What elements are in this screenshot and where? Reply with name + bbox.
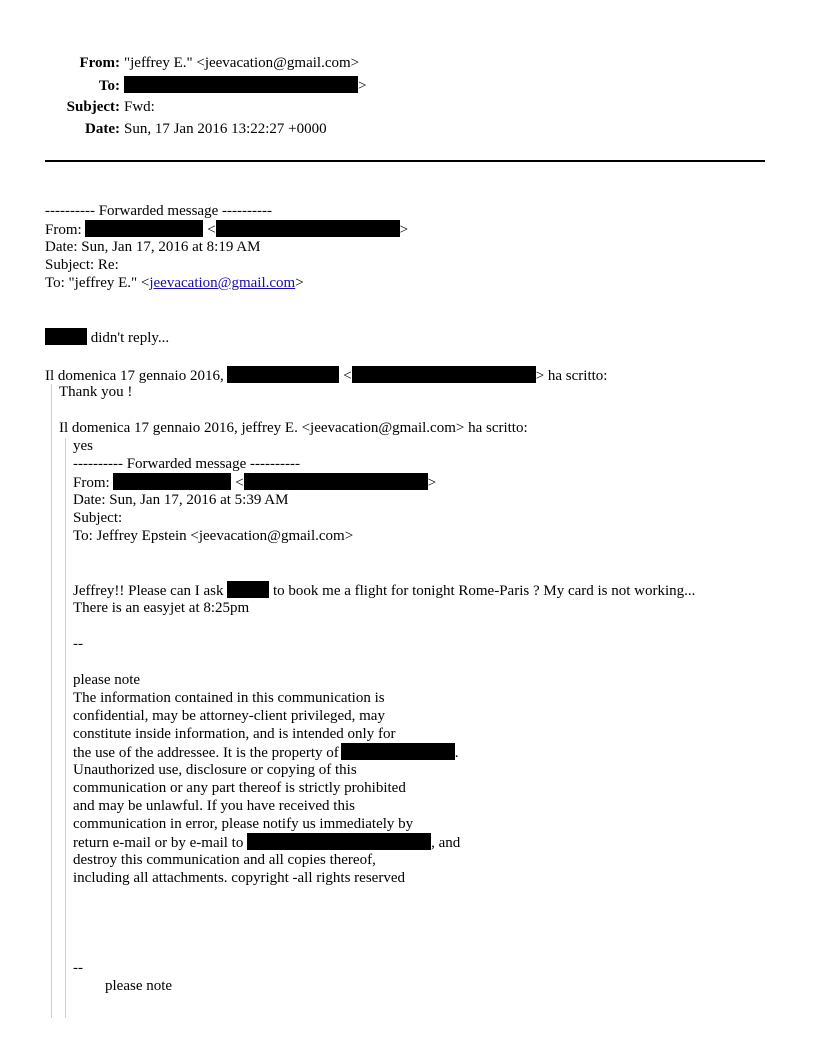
forward1-divider: ---------- Forwarded message ---------- xyxy=(45,203,272,219)
header-subject-label: Subject: xyxy=(66,99,120,115)
yes-line: yes xyxy=(73,438,93,454)
redacted-forward2-email xyxy=(244,473,428,490)
quote1-lt: < xyxy=(343,368,352,384)
disclaimer-line-9-prefix: return e-mail or by e-mail to xyxy=(73,835,244,851)
disclaimer-line-5: Unauthorized use, disclosure or copying of this xyxy=(73,762,357,778)
forward2-gt: > xyxy=(427,475,437,491)
forward1-from-row xyxy=(45,220,408,239)
redacted-message-name xyxy=(227,581,269,598)
header-to-suffix: > xyxy=(358,78,367,94)
redacted-forward2-name xyxy=(113,473,231,490)
thank-you-line: Thank you ! xyxy=(59,384,133,400)
quote-bar-outer xyxy=(51,384,52,1018)
forward2-divider: ---------- Forwarded message ---------- xyxy=(73,456,300,472)
forward1-from-label: From: xyxy=(45,222,82,238)
message-line-2: There is an easyjet at 8:25pm xyxy=(73,600,250,616)
disclaimer-line-8: communication in error, please notify us immediately by xyxy=(73,816,414,832)
forward2-from-row xyxy=(73,473,436,492)
redacted-sender-email xyxy=(216,220,400,237)
forward2-date: Date: Sun, Jan 17, 2016 at 5:39 AM xyxy=(73,492,289,508)
forward1-gt: > xyxy=(399,222,409,238)
forward2-from-label: From: xyxy=(73,475,110,491)
disclaimer-line-4-prefix: the use of the addressee. It is the property of xyxy=(73,745,339,761)
disclaimer-line-4 xyxy=(73,743,459,762)
didnt-reply-line xyxy=(45,328,169,347)
header-from-label: From: xyxy=(79,55,120,71)
redacted-contact-email xyxy=(247,833,431,850)
footer-please-note: please note xyxy=(105,978,173,994)
message-line-1-suffix: to book me a flight for tonight Rome-Paris ? My card is not working... xyxy=(272,583,696,599)
forward1-subject: Subject: Re: xyxy=(45,257,119,273)
disclaimer-line-9-suffix: , and xyxy=(431,835,461,851)
header-divider xyxy=(45,160,765,162)
redacted-sender-name xyxy=(85,220,203,237)
forward2-to: To: Jeffrey Epstein <jeevacation@gmail.com> xyxy=(73,528,354,544)
forward1-to-prefix: To: "jeffrey E." < xyxy=(45,275,150,291)
message-line-1-prefix: Jeffrey!! Please can I ask xyxy=(73,583,224,599)
header-date-row xyxy=(0,120,400,138)
disclaimer-line-6: communication or any part thereof is strictly prohibited xyxy=(73,780,406,796)
header-date-label: Date: xyxy=(85,121,120,137)
disclaimer-title: please note xyxy=(73,672,141,688)
disclaimer-line-9 xyxy=(73,833,460,852)
redacted-to-address xyxy=(124,76,358,93)
footer-dash: -- xyxy=(73,960,83,976)
forward1-to-suffix: > xyxy=(295,275,304,291)
disclaimer-line-2: confidential, may be attorney-client privileged, may xyxy=(73,708,385,724)
header-subject-value: Fwd: xyxy=(124,99,155,115)
header-to-label: To: xyxy=(98,78,120,94)
disclaimer-line-4-suffix: . xyxy=(454,745,459,761)
quote1-suffix: > ha scritto: xyxy=(535,368,608,384)
header-date-value: Sun, 17 Jan 2016 13:22:27 +0000 xyxy=(124,121,327,137)
redacted-quote1-name xyxy=(227,366,339,383)
forward1-to-email-link[interactable]: jeevacation@gmail.com xyxy=(149,275,296,291)
header-to-row xyxy=(0,76,400,95)
disclaimer-line-10: destroy this communication and all copies thereof, xyxy=(73,852,376,868)
quote-bar-inner xyxy=(65,438,66,1018)
forward1-lt: < xyxy=(207,222,216,238)
forward1-to-row xyxy=(45,274,304,292)
redacted-name xyxy=(45,328,87,345)
disclaimer-line-11: including all attachments. copyright -all rights reserved xyxy=(73,870,405,886)
didnt-reply-text: didn't reply... xyxy=(90,330,170,346)
header-from-row xyxy=(0,54,400,72)
quote1-prefix: Il domenica 17 gennaio 2016, xyxy=(45,368,224,384)
redacted-company xyxy=(341,743,455,760)
header-subject-row xyxy=(0,98,400,116)
header-from-value: "jeffrey E." <jeevacation@gmail.com> xyxy=(124,55,360,71)
disclaimer-line-3: constitute inside information, and is intended only for xyxy=(73,726,396,742)
disclaimer-line-7: and may be unlawful. If you have received this xyxy=(73,798,355,814)
forward1-date: Date: Sun, Jan 17, 2016 at 8:19 AM xyxy=(45,239,261,255)
forward2-lt: < xyxy=(235,475,244,491)
redacted-quote1-email xyxy=(352,366,536,383)
signature-dash: -- xyxy=(73,636,83,652)
forward2-subject: Subject: xyxy=(73,510,123,526)
message-line-1 xyxy=(73,581,695,600)
disclaimer-line-1: The information contained in this communication is xyxy=(73,690,385,706)
quote2-header: Il domenica 17 gennaio 2016, jeffrey E. <jeevacation@gmail.com> ha scritto: xyxy=(59,420,528,436)
